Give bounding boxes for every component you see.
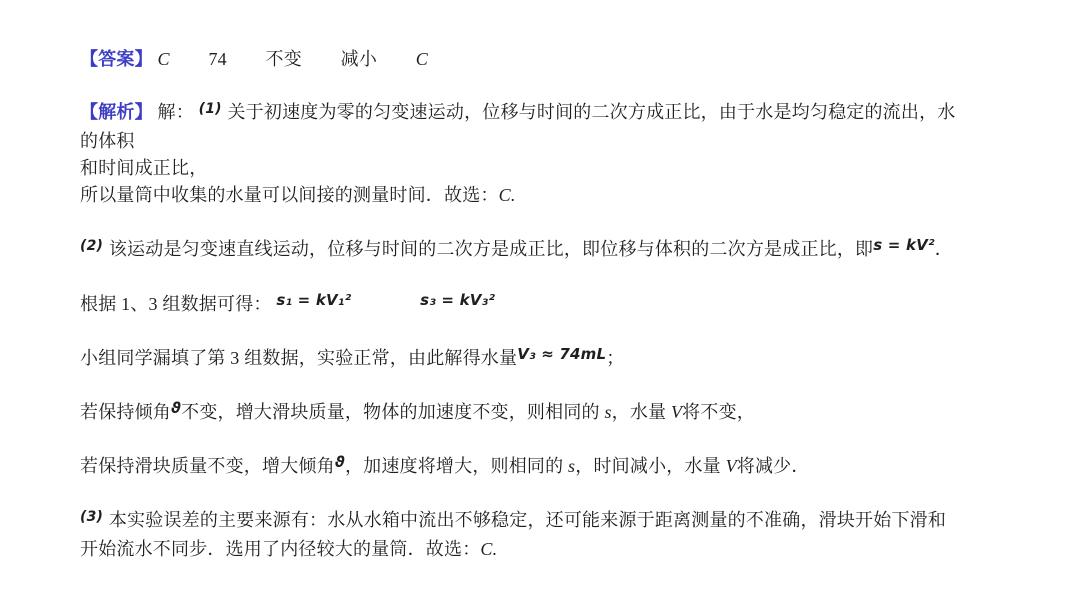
formula-s1-kv1: s₁ = kV₁² — [276, 291, 352, 309]
var-s: s — [568, 456, 576, 476]
theta-symbol: ϑ — [334, 453, 345, 471]
mass-keep-text-b: ，加速度将增大，则相同的 — [344, 456, 569, 476]
part1-choice: C. — [498, 185, 516, 205]
angle-keep-text-d: 将不变， — [682, 402, 755, 422]
analysis-part2 — [80, 236, 960, 264]
formula-v3-74ml: V₃ ≈ 74mL — [517, 345, 607, 363]
part2-number: (2) — [80, 238, 104, 254]
part3-text: 本实验误差的主要来源有：水从水箱中流出不够稳定，还可能来源于距离测量的不准确，滑块开始下滑和开始流水不同步．选用了内径较大的量筒．故选： — [80, 510, 947, 559]
part1-number: (1) — [198, 101, 222, 117]
data-text: 根据 1、3 组数据可得： — [80, 294, 272, 314]
part3-number: (3) — [80, 509, 104, 525]
answer-line — [80, 46, 960, 72]
angle-keep-text-a: 若保持倾角 — [80, 402, 171, 422]
var-v: V — [670, 402, 683, 422]
part1-text-c: 所以量筒中收集的水量可以间接的测量时间．故选： — [80, 185, 499, 205]
var-v: V — [725, 456, 737, 476]
theta-symbol: ϑ — [171, 399, 182, 417]
answer-label: 【答案】 — [80, 49, 153, 69]
answer-item-1: C — [157, 49, 170, 69]
part2-period: ． — [934, 239, 953, 259]
analysis-part1 — [80, 99, 960, 209]
part3-choice: C. — [480, 539, 498, 559]
answer-item-2: 74 — [208, 49, 227, 69]
analysis-angle-keep-line — [80, 399, 960, 426]
analysis-label: 【解析】 — [80, 102, 153, 122]
analysis-solve-line — [80, 345, 960, 372]
answer-item-4: 减小 — [340, 49, 378, 69]
answer-item-3: 不变 — [265, 49, 302, 69]
answer-item-5: C — [415, 49, 428, 69]
formula-s3-kv3: s₃ = kV₃² — [420, 291, 496, 309]
solve-text-a: 小组同学漏填了第 3 组数据，实验正常，由此解得水量 — [80, 348, 518, 368]
formula-s-kv2: s = kV² — [873, 236, 935, 254]
part2-text-a: 该运动是匀变速直线运动，位移与时间的二次方是成正比，即位移与体积的二次方是成正比，即 — [108, 239, 874, 259]
mass-keep-text-a: 若保持滑块质量不变，增大倾角 — [80, 456, 335, 476]
part1-text-a: 关于初速度为零的匀变速运动，位移与时间的二次方成正比，由于水是均匀稳定的流出，水的体积 — [80, 102, 956, 151]
solve-punct: ； — [606, 348, 625, 368]
analysis-mass-keep-line — [80, 453, 960, 480]
mass-keep-text-c: ，时间减小，水量 — [575, 456, 726, 476]
angle-keep-text-c: ，水量 — [611, 402, 671, 422]
analysis-part3 — [80, 507, 960, 563]
angle-keep-text-b: 不变，增大滑块质量，物体的加速度不变，则相同的 — [181, 402, 605, 422]
part1-text-b: 和时间成正比， — [80, 158, 208, 178]
mass-keep-text-d: 将减少． — [736, 456, 810, 476]
var-s: s — [604, 402, 612, 422]
analysis-lead: 解： — [157, 102, 194, 122]
analysis-data-line — [80, 291, 960, 318]
